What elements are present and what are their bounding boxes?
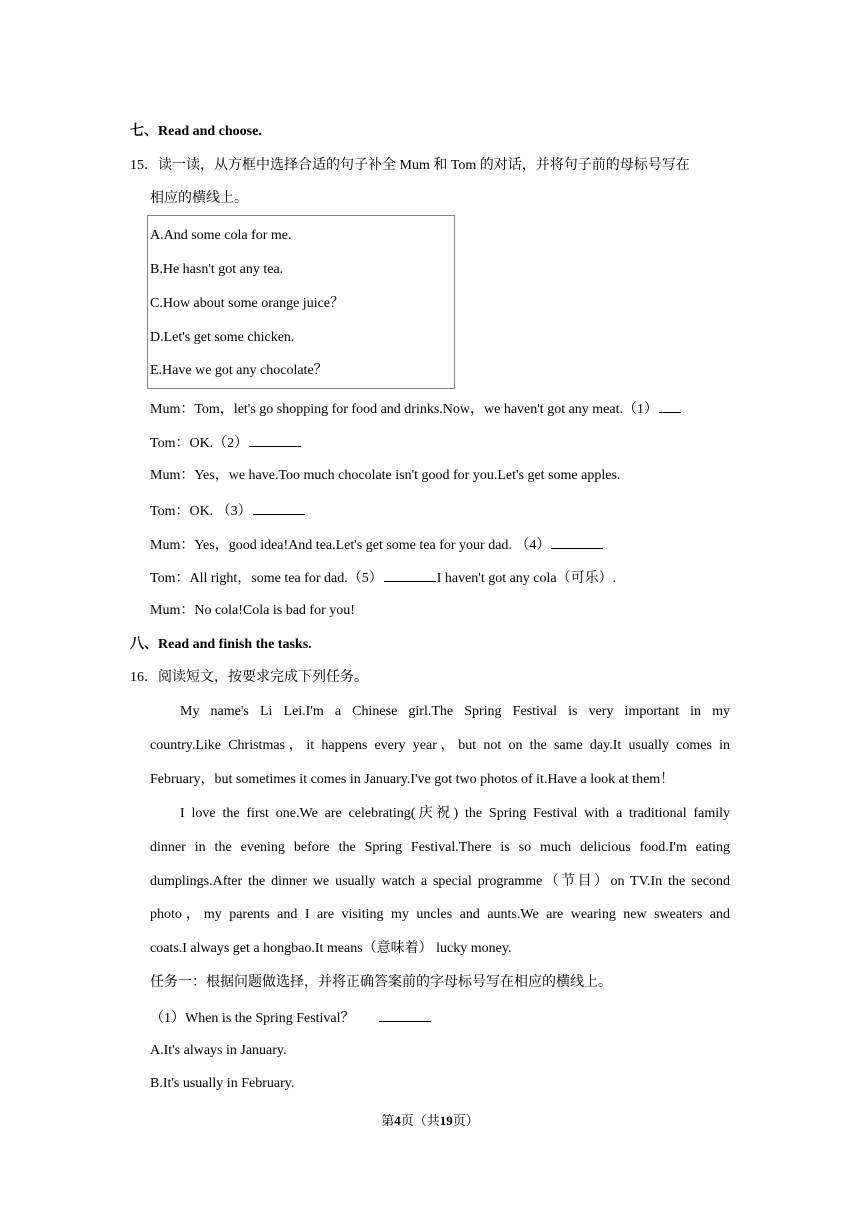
section-7-heading: 七、Read and choose. [130, 124, 262, 139]
answer-blank-2[interactable] [249, 432, 301, 447]
question-15-prompt-cont: 相应的横线上。 [150, 191, 248, 206]
answer-blank-1[interactable] [659, 398, 681, 413]
task-1-option-a: A.It's always in January. [150, 1043, 287, 1058]
option-a: A.And some cola for me. [150, 228, 292, 243]
option-d: D.Let's get some chicken. [150, 330, 295, 345]
page-number: 4 [394, 1113, 401, 1128]
passage-line-4: I love the first one.We are celebrating(庆祝) the Spring Festival with a traditional family [180, 806, 730, 821]
total-pages: 19 [439, 1113, 453, 1128]
task-1-answer-blank[interactable] [379, 1007, 431, 1022]
page-footer: 第4页（共19页） [381, 1113, 479, 1128]
dialogue-line-3: Mum：Yes，we have.Too much chocolate isn't good for you.Let's get some apples. [150, 468, 621, 483]
dialogue-line-7: Mum：No cola!Cola is bad for you! [150, 603, 355, 618]
question-16-prompt: 16．阅读短文，按要求完成下列任务。 [130, 670, 368, 685]
passage-line-6: dumplings.After the dinner we usually watch a special programme（节目）on TV.In the second [150, 874, 730, 889]
question-15-prompt: 15．读一读，从方框中选择合适的句子补全 Mum 和 Tom 的对话，并将句子前的母标号写在 [130, 158, 690, 173]
answer-blank-5[interactable] [384, 567, 436, 582]
option-c: C.How about some orange juice？ [150, 296, 345, 311]
answer-blank-3[interactable] [253, 500, 305, 515]
passage-line-8: coats.I always get a hongbao.It means（意味着） lucky money. [150, 941, 512, 956]
section-8-heading: 八、Read and finish the tasks. [130, 637, 312, 652]
passage-line-3: February，but sometimes it comes in January.I've got two photos of it.Have a look at them！ [150, 772, 675, 787]
answer-blank-4[interactable] [551, 534, 603, 549]
option-e: E.Have we got any chocolate？ [150, 363, 328, 378]
dialogue-line-1: Mum：Tom，let's go shopping for food and drinks.Now，we haven't got any meat.（1） [150, 398, 682, 420]
dialogue-line-2: Tom：OK.（2） [150, 432, 302, 454]
dialogue-line-5: Mum：Yes，good idea!And tea.Let's get some tea for your dad. （4） [150, 534, 604, 556]
dialogue-line-4: Tom：OK. （3） [150, 500, 306, 522]
passage-line-2: country.Like Christmas，it happens every year，but not on the same day.It usually comes in [150, 738, 730, 753]
dialogue-line-6: Tom：All right，some tea for dad.（5） I haven't got any cola（可乐）. [150, 567, 616, 589]
task-1-instruction: 任务一：根据问题做选择，并将正确答案前的字母标号写在相应的横线上。 [150, 975, 612, 990]
option-b: B.He hasn't got any tea. [150, 262, 284, 277]
passage-line-1: My name's Li Lei.I'm a Chinese girl.The Spring Festival is very important in my [180, 704, 730, 719]
task-1-question-1: （1）When is the Spring Festival？ [150, 1007, 432, 1029]
passage-line-5: dinner in the evening before the Spring Festival.There is so much delicious food.I'm eating [150, 840, 730, 855]
passage-line-7: photo，my parents and I are visiting my uncles and aunts.We are wearing new sweaters and [150, 907, 730, 922]
task-1-option-b: B.It's usually in February. [150, 1076, 295, 1091]
